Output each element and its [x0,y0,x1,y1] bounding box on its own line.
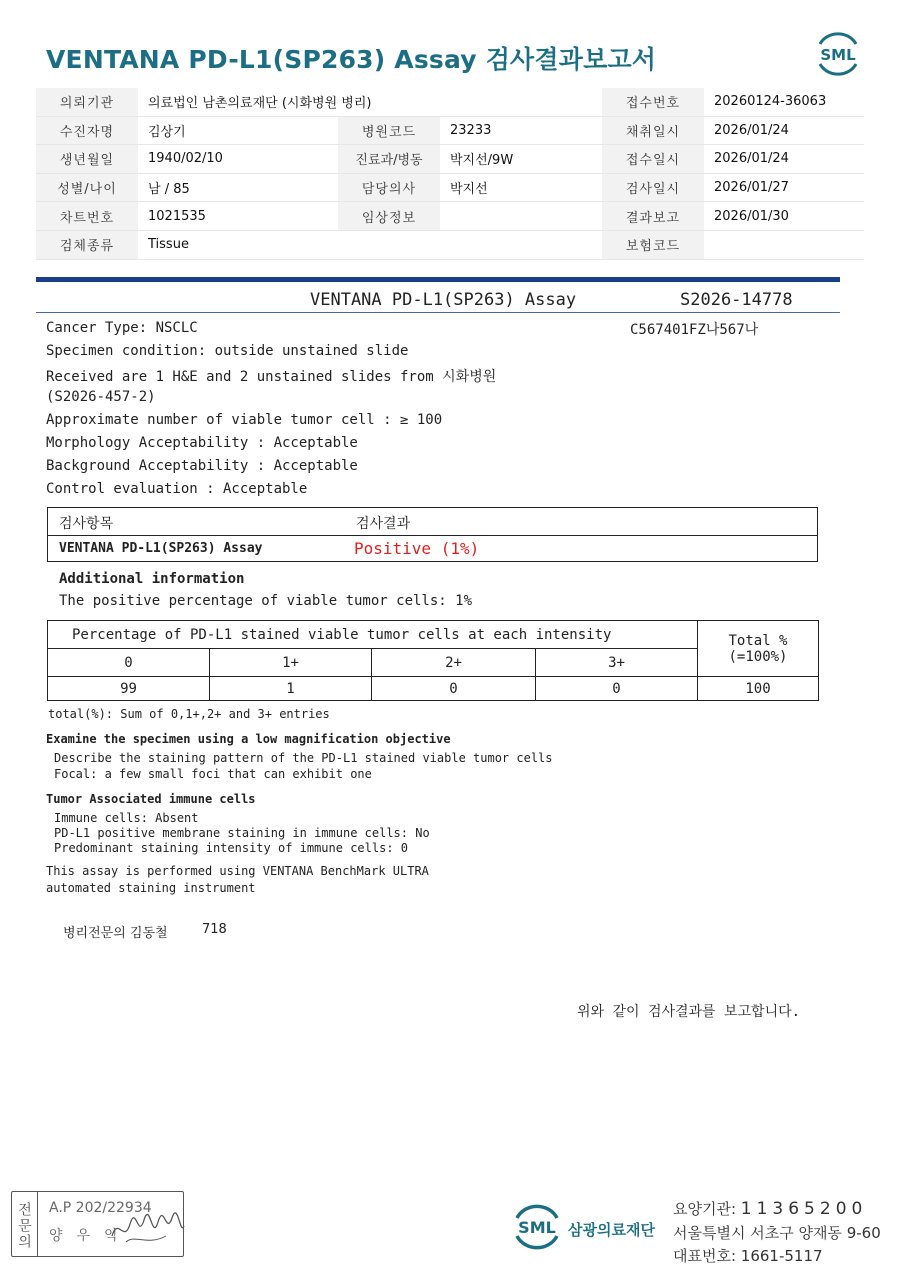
hospital-code-label: 병원코드 [338,116,440,145]
intensity-label: 0 [48,649,210,677]
assay-note: automated staining instrument [46,881,256,895]
logo-arc-bottom-icon [820,64,856,74]
intensity-label: 1+ [210,649,372,677]
test-date-value: 2026/01/27 [704,173,864,202]
chart-label: 차트번호 [36,202,138,231]
report-line: Background Acceptability : Acceptable [46,458,358,474]
collect-date-label: 채취일시 [602,116,704,145]
logo-text: SML [820,46,856,64]
birth-value: 1940/02/10 [138,145,338,174]
patient-info-table [36,88,864,260]
recipient-label: 수진자명 [36,116,138,145]
collect-date-value: 2026/01/24 [704,116,864,145]
specimen-label: 검체종류 [36,230,138,259]
thin-divider [36,312,840,313]
hospital-code-value: 23233 [440,116,602,145]
table-row [36,88,864,116]
recipient-value: 김상기 [138,116,338,145]
report-date-value: 2026/01/30 [704,202,864,231]
intensity-value: 99 [48,677,210,701]
doctor-label: 담당의사 [338,173,440,202]
table-row [36,145,864,174]
pathologist-name: 병리전문의 김동철 [63,926,168,941]
exam-line: Describe the staining pattern of the PD-L1 stained viable tumor cells [54,751,553,765]
result-value: Positive (1%) [354,539,480,558]
result-header-item: 검사항목 [59,516,114,532]
footer-code-label: 요양기관: [673,1200,737,1218]
exam-line: Focal: a few small foci that can exhibit one [54,767,372,781]
intensity-value: 0 [536,677,698,701]
pathologist-number: 718 [202,922,227,937]
intensity-label: 2+ [372,649,536,677]
report-line: Morphology Acceptability : Acceptable [46,435,358,451]
stamp-vertical-label: 전문의 [12,1192,38,1256]
dept-label: 진료과/병동 [338,145,440,174]
result-table [47,507,818,562]
total-note: total(%): Sum of 0,1+,2+ and 3+ entries [48,707,330,721]
clinical-value [440,202,602,231]
footer-org-name: 삼광의료재단 [568,1221,655,1239]
footer-code-line [673,1198,867,1219]
table-row [48,621,819,649]
report-line: Approximate number of viable tumor cell : ≥ 100 [46,412,443,428]
sml-logo [814,30,862,76]
immune-line: PD-L1 positive membrane staining in immune cells: No [54,826,430,840]
assay-number: S2026-14778 [680,290,793,310]
additional-info-text: The positive percentage of viable tumor cells: 1% [59,593,473,609]
result-header-row [48,508,817,536]
insurance-value [704,230,864,259]
chart-value: 1021535 [138,202,338,231]
report-line: (S2026-457-2) [46,389,156,405]
total-header [698,621,819,677]
additional-info-title: Additional information [59,571,245,587]
intensity-value: 0 [372,677,536,701]
stamp-name: 양우익 [49,1228,132,1244]
dept-value: 박지선/9W [440,145,602,174]
table-row [36,116,864,145]
insurance-label: 보험코드 [602,230,704,259]
signature-scribble-icon [108,1206,188,1248]
page-title: VENTANA PD-L1(SP263) Assay 검사결과보고서 [46,45,657,74]
exam-title: Examine the specimen using a low magnification objective [46,732,451,746]
total-header-line1: Total % [728,632,788,649]
intensity-header: Percentage of PD-L1 stained viable tumor cells at each intensity [48,621,698,649]
total-header-line2: (=100%) [728,648,788,665]
closing-statement: 위와 같이 검사결과를 보고합니다. [577,1004,801,1020]
institution-value: 의료법인 남촌의료재단 (시화병원 병리) [138,88,602,116]
immune-title: Tumor Associated immune cells [46,792,256,806]
logo-arc-top-icon [820,34,856,44]
sex-age-label: 성별/나이 [36,173,138,202]
footer-logo-text: SML [518,1218,556,1237]
report-line: Control evaluation : Acceptable [46,481,308,497]
immune-line: Immune cells: Absent [54,811,199,825]
table-row [48,677,819,701]
table-row [36,173,864,202]
intensity-table [47,620,819,701]
section-divider [36,277,840,282]
footer-phone-label: 대표번호: [673,1247,737,1265]
test-date-label: 검사일시 [602,173,704,202]
footer-phone-line [673,1245,823,1266]
sex-age-value: 남 / 85 [138,173,338,202]
total-value: 100 [698,677,819,701]
institution-label: 의뢰기관 [36,88,138,116]
blank-cell [338,230,602,259]
footer-logo-arc-top-icon [517,1206,557,1218]
footer-logo-arc-bottom-icon [517,1236,557,1248]
specialist-stamp [11,1191,184,1257]
report-line: Cancer Type: NSCLC [46,320,198,336]
table-row [36,202,864,231]
footer-logo [511,1200,563,1252]
report-line: Received are 1 H&E and 2 unstained slides from 시화병원 [46,369,497,385]
receipt-no-label: 접수번호 [602,88,704,116]
birth-label: 생년월일 [36,145,138,174]
footer-code: 11365200 [740,1199,868,1219]
footer-phone: 1661-5117 [740,1247,823,1265]
reference-code: C567401FZ나567나 [630,322,759,338]
specimen-value: Tissue [138,230,338,259]
intensity-label: 3+ [536,649,698,677]
report-line: Specimen condition: outside unstained slide [46,343,409,359]
table-row [36,230,864,259]
receipt-date-value: 2026/01/24 [704,145,864,174]
result-item: VENTANA PD-L1(SP263) Assay [59,541,263,556]
receipt-no-value: 20260124-36063 [704,88,864,116]
immune-line: Predominant staining intensity of immune cells: 0 [54,841,409,855]
doctor-value: 박지선 [440,173,602,202]
assay-note: This assay is performed using VENTANA BenchMark ULTRA [46,864,429,878]
footer-address: 서울특별시 서초구 양재동 9-60 [673,1224,881,1242]
stamp-ap-number: A.P 202/22934 [49,1200,152,1216]
clinical-label: 임상정보 [338,202,440,231]
report-date-label: 결과보고 [602,202,704,231]
intensity-value: 1 [210,677,372,701]
assay-title: VENTANA PD-L1(SP263) Assay [310,290,577,310]
result-header-result: 검사결과 [356,516,411,532]
receipt-date-label: 접수일시 [602,145,704,174]
